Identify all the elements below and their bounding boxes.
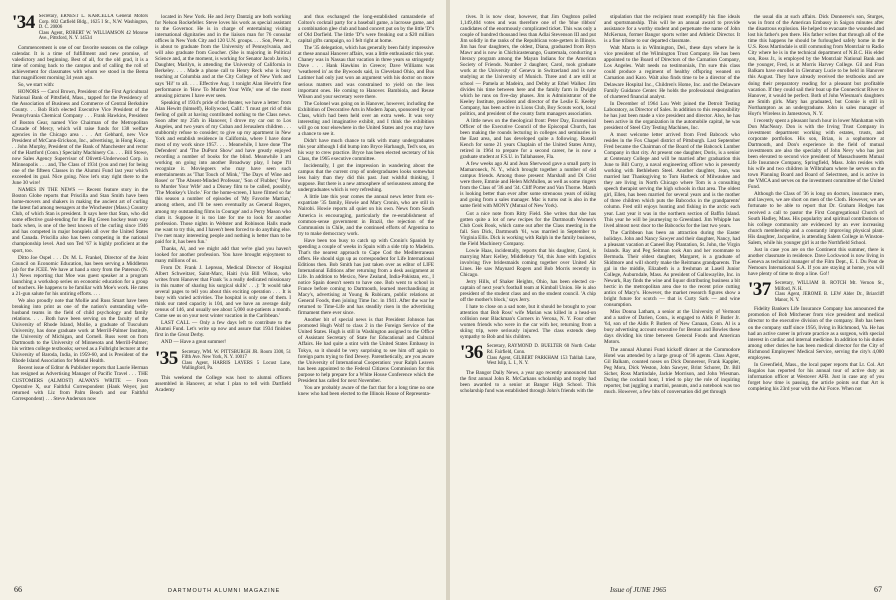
paragraph: This weekend the College was host to alumni officers assembled in Hanover, at what I plan to tell with Dartfield Academy bbox=[155, 374, 291, 393]
paragraph: Have been too busy to catch up with Cronin's Spanish by spending a couple of weeks in Spain with a side trip to Madeira. That's the nearest approach to Cape Cod the Mediterranean offers. He should sign up as correspondent for Life International Editions then. Bob Smith has just taken over as editor of LIFE International Editions after returning from a desk assignment at Life. In addition to Mexico, New Zealand, India-Pakistan, etc., I notice Spain doesn't seem to have one. Bob went to school in France before coming to Dartmouth, learned merchandising at Macy's, advertising at Young & Rubicam, public relations at General Foods, then joining Time Inc. in 1941. After the war he returned to Time-Life and has steadily risen in the advertising firmament there ever since. bbox=[298, 237, 434, 317]
left-page bbox=[0, 0, 446, 600]
right-column-3 bbox=[748, 14, 884, 574]
paragraph: Incidentally, I got the impression in wandering about the campus that the current crop of undergraduates looks somewhat less hairy than they did this past. Just wishful thinking, I suppose. But there is a new atmosphere of seriousness among the undergraduates which is very refreshing. bbox=[298, 163, 434, 194]
paragraph: tives. It is now clear, however, that Jim Oughton polled 1,149,404 votes and was therefore one of the 'blue ribbon' candidates of the enormously complicated ticket. This was only a couple of hundred thousand less than Adlai Stevenson III and put Jim solidly in the ranks of the Republican vote-getters in Illinois. Jim has four daughters, the oldest, Diana, graduated from Bryn Mawr and is now in Chichicastenango, Guatemala, conducting a literacy program among the Mayan Indians for the American Society of Friends. Number 2 daughter, Carol, took graduate work at the University of Geneva in Switzerland and is now studying at the University of Munich. Three and 4 are still at school — Pamela at Madeira, and Debby at Ethel Walker. Jim divides his time between here and the family farm in Dwight which he runs on five-day phases. Jim is Administrator of the Keeley Institute, president and director of the Leslie E. Keeley Company, has been active in Lions Club, Boy Scouts work, local politics, and president of the county farm managers association. bbox=[460, 14, 596, 117]
class-year: '37 bbox=[748, 279, 771, 301]
class-agent: Class Agent, ROBERT W. WILLIAMSON 42 Monroe Ave., Pittsford, N. Y. 14534 bbox=[38, 30, 148, 42]
class-year: '36 bbox=[460, 342, 483, 364]
paragraph: A most welcome letter arrived from Fred Babcock who resides in the Fox Chapel district of Pittsburgh. Last September Fred became the Chairman of the Board of the Babcock Lumber Company in that city. At present one daughter, Doris, is a senior at Centenary College and will be married after graduation this June to Bill Curry, a naval engineering officer who is presently working with Bethlehem Steel. Another daughter, Jean, was married last Thanksgiving to Tom Harbeck of Milwaukee and they are living in North Chicago where Tom is a consulting speech therapist serving the high schools in that area. The oldest girl, Ellen, has been married for several years and is the mother of three children which puts the Babcocks in the grandparents' column. Fred still enjoys hunting and fishing in the arctic each year. Last year it was in the northern section of Baffin Island. This year he will be journeying to Greenland. Jim Whipple has lived almost next door to the Babcocks for the last two years. bbox=[604, 131, 740, 229]
paragraph: Ditto Joe Ospel . . . Dr. M. L. Frankel, Director of the Joint Council on Economic Education, has been serving a Middleton job for the JCEE. We have at hand a story from the Paterson (N. J.) News reporting that Moe was guest speaker at a program launching a workshop series on economic education for a group of teachers. He happens to be familiar with Moe's work. He rates a 21-gun salute for his untiring efforts. . . . bbox=[12, 254, 148, 297]
paragraph: Got a nice note from Ritty Field. She writes that she has gotten quite a lot of new recipes for the Dartmouth Women's Club Cook Book, which came out after the Class meeting in the fall. Son Dick, Dartmouth '61, was married in September to Virginia Ellis. Dick is working with Ralph in the family business, the Field Machinery Company. bbox=[460, 210, 596, 247]
left-column-2 bbox=[155, 14, 291, 574]
class-agent: Class Agent, GILBERT PARKHAM 153 Tahllah Lane, West Islip, L. I., N. Y. bbox=[486, 355, 596, 367]
paragraph: Lowie Haas, incidentally, reports that his daughter, Carol, is marrying Marc Kelley, Middlebury '64, this June with logistics involving five bridesmaids coming together over United Air Lines. He saw Maynard Rogers and Bob Morris recently in Chicago. bbox=[460, 247, 596, 278]
paragraph: NAMES IN THE NEWS — Recent feature story in the Boston Globe reports that Priscilla and Stan Smith have been home-movers and shakers in making the ancient art of curling the latest fad among teenagers at the Winchester (Mass.) Country Club, of which Stan is president. It says here that Stan, who did some effective goal-tending for the Big Green hockey team way back when, is one of the best known of the curling since 1946 and has competed in major bonspiels all over the United States and Canada. Priscilla also has been competing in the national championship level. And son Ted '67 is highly proficient at the sport, too. bbox=[12, 187, 148, 254]
paragraph: Walt Marra is in Wilmington, Del., these days where he is vice president of the Wilmington Trust Company. He has been appointed to the Board of Directors of the Carnation Company, Los Angeles. Walt needs no testimonials, I'm sure this class could produce a regiment of healthy offspring weaned on Carnation and Karo. Walt also finds time to be a director of the Delaware Hospital Inc., Children's Home, Inc. and the Delaware Family Guidance Center. He holds the professional designation of chartered financial analyst. bbox=[604, 45, 740, 100]
right-column-1 bbox=[460, 14, 596, 574]
paragraph: LAST CALL — Only a few days left to contribute to the Alumni Fund. Let's write up now and assure that 1934 finishes first in the Great Derby. bbox=[155, 320, 291, 339]
paragraph: and thus exchanged the long-established camaraderie of Colton's cocktail party for a baseball game, a lacrosse game, and a combination glee club and band concert put on by the little 'D''s of Old Dorfield. The little 'D''s were freaking out a $20 million capital gifts campaign, so I felt right at home. bbox=[298, 14, 434, 45]
paragraph: The '35 delegation, which has generally been fairly impressive at these annual Hanover affairs, was a little enthusiastic this year. Chaney was in Nassau that vacation in three years so stringently Dave . . . Hank Hawkins in Greece; Dave Williams was 'weathered in' as the Bywoods said, in Cleveland Ohio, and Bus Latimer had only just won an argument with his doctor on more serious matters and was constrained to yield on the less important ones. He coming to Hanover. Bambiola, and Reuse Wilson and your secretary were there. bbox=[298, 45, 434, 100]
paragraph: Another bit of special news is that President Johnson has promoted Hugh Wolf to class 2 in the Foreign Service of the United States. Hugh is still in Washington assigned to the Office of Assistant Secretary of State for Educational and Cultural Affairs. He had quite a stint with the United States Embassy in Tokyo, so it should be very surprising to see him off again to foreign parts trying to find Dewey. Parenthetically, are you aware the University of International Cooperation: your Ralph Leaven has been appointed to the Federal Citizens Commission for this purpose to help prepare for a White House Conference which the President has called for next November. bbox=[298, 317, 434, 384]
right-column-2 bbox=[604, 14, 740, 574]
class-secretary: Secretary, RAYMOND D. BUELTER 60 North Cedar Rd. Fairfield, Conn. bbox=[486, 344, 596, 356]
paragraph: In December of 1964 Lou Welt joined the Detroit Testing Laboratory, as Director of Sales. In addition to this responsibility he has just been made a vice president and director. Also, he has been active in the organization in the automobile capital, he was president of Steel City Testing Machines, Inc. bbox=[604, 100, 740, 131]
paragraph: A few weeks ago Al and Jean Sherwood gave a small party in Mamaroneck, N. Y., which brought together a number of old campus friends. Among those present: Marshall and Di Crist were there, Emmie and Helen McMullen, as well as some ringers from the Class of '36 and '34. Cliff Porter and Van Thorne. Marsh is looking better than ever after some strenuous years of skiing and going from a sales manager. Mac is turns out is also in the same field with MONY (Mutual of New York). bbox=[460, 161, 596, 210]
paragraph: From Dr. Frank J. Lepreau, Medical Director of Hospital Albert Schweitzer, Saint-Marc, Haiti (via Bill Wilson, who writes from Hanover that Frank 'is a really dedicated missionary in this matter of sharing his surgical skills' . . .): 'It would take several pages to tell you about this exciting operation . . . It is busy with varied activities. The hospital is only one of them. I think our rated capacity is 104, and we have an average daily census of 146, and usually see about 5,000 out-patients a month. Come see us on your next winter vacation in the Caribbean.' bbox=[155, 264, 291, 320]
paragraph: So, we start with: bbox=[18, 82, 55, 89]
paragraph: AND — Have a great summer! bbox=[161, 339, 226, 346]
right-page bbox=[450, 0, 896, 600]
paragraph: located in New York. He and Jerry Dantzig are both working for Nelson Rockefeller. Steve loves his work as special assistant to the Governor. He is in charge of entertaining visiting international dignitaries and in the liaison man for 76 consular offices in New York City and 120 U.N. groups. . . . Son, Peter Jr., is about to graduate from the University of Pennsylvania, and will also graduate from Goucher. (She is majoring in Political Science and, at the moment, is working for Senator Jacob Javits.) Daughter, Marilyn, is attending the University of California in Berkeley. . . . Made a phone call to Henry Reck who is busy teaching at Columbia and at the City College of New York and says 'Hi!' to all. . . . Effective Aug. 1 tonight Alan Hewitt's fine performance in 'How To Murder Your Wife,' one of the most amusing pictures I have ever seen. bbox=[155, 14, 291, 99]
paragraph: A little late this year comes the annual news letter from ex-expatriate '35 family, Howie and Mary Cronin, who are still in Nairobi. Howie reports all quiet on his own. News from South America is encouraging, particularly the re-establishment of common-sense government in Brazil, the rejection of the Communists in Chile, and the continued efforts of Argentina to try to make democracy work. bbox=[298, 194, 434, 237]
paragraph: Jerry Hills, of Shaker Heights, Ohio, has been elected co-captain of next year's football team at Kimball Union. He is also president of the student class and on the student council. 'A chip off the mother's block,' says Jerry. bbox=[460, 279, 596, 304]
class-header-1934 bbox=[12, 14, 148, 42]
paragraph: The Colonel was going on in Hanover, however, including the Exhibition of Decorative Arts in Modern Japan, sponsored by our Class, which had been held over an extra week. It was very interesting and imaginative exhibit, and I think the exhibition will go on tour elsewhere in the United States and you may have a chance to see it. bbox=[298, 100, 434, 137]
paragraph: the usual din at such affairs. Dick Donnereo's son, Sturges, was in front of the American Embassy in Saigon minutes after the disastrous explosion. He helped to evacuate the wounded and lost his father's pen there. His father writes that through all of the time this happens he should be furloughed safely home in the U.S. Ross Martindale is still commuting from Montclair to Radio City where he is in the technical department of N.B.C. His elder son, Ross Jr., is employed by the Montclair National Bank and the younger, Fred, is at Morris Harvey College. Gil and Fran Balkam have enrolled in Glenmary Lucie to be held in Hanover this August. They have already received the textbooks and are doing their preparatory reading for a pleasant but profitable vacation. If they could sail their boat up the Connecticut River to Hanover, it would be perfect. Both of John Wiesman's daughters are Smith girls. Mary has graduated, but Connie is still in Northampton as an undergraduate. John is sales manager of Hoyt's Wireless in Jamestown, N. Y. bbox=[748, 14, 884, 117]
class-agent: Class Agent, JEROME B. LEW Alder Dr., Briarcliff Manor, N. Y. bbox=[774, 292, 884, 303]
class-secretary: Secretary, WILLIAM B. ROTCH Mt. Vernon St., Milford, N. H. bbox=[774, 281, 884, 292]
class-year: '34 bbox=[12, 14, 35, 33]
paragraph: You are probably aware of the fact that for a long time no one knew who had been elected to the Illinois House of Representa- bbox=[298, 384, 434, 397]
class-year: '35 bbox=[155, 347, 178, 369]
class-header-1935 bbox=[155, 347, 291, 372]
paragraph: Commencement is one of our favorite seasons on the college calendar. It is a time of fulfillment and new promise, of valedictory and beginning. Best of all, for the old grad, it is a time of coming back to the campus and of calling the roll of achievement for classmates with whom we stood in the Bema that magnificent morning 34 years ago. bbox=[12, 44, 148, 82]
left-column-3 bbox=[298, 14, 434, 574]
paragraph: Although the Class of '36 is long on doctors, insurance men, and lawyers, we are short on men of the Cloth. However, we are fortunate to be able to report that Dr. Graham Hodges has received a call to pastor the First Congregational Church of South Hadley, Mass. His popularity and spiritual contributions to his college community are evidenced by an ever increasing church membership and a constantly improving physical plant. His daughter, Jacqueline, is attending Salem College in Winston-Salem, while his younger girl is at the Northfield School. bbox=[748, 191, 884, 246]
paragraph: We also proudly note that Mollie and Russ Smart have been breaking into print as one of the nation's outstanding wife-husband teams in the field of child psychology and family relations. . . . Both have been serving on the faculty of the University of Rhode Island, Mollie, a graduate of Tusculum University, has done graduate work at Merrill-Palmer Institute, the University of Michigan, and Cornell. Russ went on from Dartmouth to the University of Minnesota and Merrill-Palmer; his written college textbooks; served as a Fulbright lecturer at the University of Baroda, India, in 1959-60, and is President of the Rhode Island Association for Mental Health. bbox=[12, 297, 148, 365]
paragraph: The Bangor Daily News, a year ago recently announced that the first annual John R. McCarkans scholarship and trophy had been awarded to a senior at Bangor High School. This scholarship fund was established through John's friends with the bbox=[460, 369, 596, 394]
paragraph: Miss Donna Latham, a senior at the University of Vermont and a native of Darien, Conn., is engaged to Aldis P. Butler Jr. '64, son of the Aldis P. Butlers of New Canaan, Conn. Al is a busy advertising account executive for Benton and Bowles these days dividing his time between General Foods and American Motors. bbox=[604, 309, 740, 346]
paragraph: stipulation that the recipient must exemplify his fine ideals and sportsmanship. This will be an annual award to provide assistance for a worthy student and perpetuate the name of John McKernan, former Bangor sports writer and Athletic Director. It is a fine tribute to our departed classmate. bbox=[604, 14, 740, 45]
page-number: 66 bbox=[14, 585, 22, 594]
paragraph: Just in case you are on the Continent this summer, there is another classmate in residence. Dave Lockwood is now living in Geneva as technical manager of the Film Dept., E. I. Du Pont de Nemours International S.A. If you are staying at home, you will have plenty of time to drop a line. Go!! bbox=[748, 246, 884, 277]
paragraph: Thanks, Al, and we might add that we're glad you haven't looked for another profession. You have brought enjoyment to many millions of us. bbox=[155, 245, 291, 264]
paragraph: I recently spent a pleasant lunch hour in lower Manhattan with Don MacNeary. Don is with the Irving Trust Company in investment department working with estates, trusts, and corporate portfolios. His son, Brian, is a sophomore at Dartmouth, and Don's experience in the field of mutual investments are also the specialty of John Nevy who has just been elevated to second vice president of Massachusetts Mutual Life Insurance Company, Springfield, Mass. John resides with his wife and two children in Wilbraham where he serves on the town Planning Board and Board of Selectmen, and is active in the YMCA and serves on the investment committee of the United Fund. bbox=[748, 117, 884, 191]
class-secretary: Secretary, WM. W. PITTSBURGH JR. Room 3300, 51 Fifth Ave. New York, N. Y. 10017 bbox=[181, 349, 291, 361]
paragraph: In Greenfield, Mass., the local paper reports that Lt. Col. Art Rogalos has reported for his annual tour of active duty as information officer at Westover AFB. Just in case any of you forget how time is passing, the article points out that Art is completing his 23rd year with the Air Force. When not bbox=[748, 361, 884, 392]
issue-date: Issue of JUNE 1965 bbox=[610, 586, 667, 594]
paragraph: Didn't have much chance to talk with many undergraduates this year although I did bump into Bryce Harbaugh, Ted's son, on his way to crew practice. Bryce has been elected secretary of his Class, the 1965 executive committee. bbox=[298, 137, 434, 163]
paragraph: HONORS — Carol Brown, President of the First Agricultural National Bank of Pittsfield, Mass., tapped for the Presidency of the Association of Business and Commerce of Central Berkshire County. . . Bob Rich elected Executive Vice President of the Pennsylvania Chemical Company . . . Frank Hawkins, President of Boston Gear, named Vice Chairman of the Metropolitan Crusade of Mercy, which will raise funds for 138 welfare agencies in the Chicago area . . . Art Gebhard, new Vice President of McCann-Erickson, Inc., advertising, in Hong Kong . . . John Murphy, President of the Bank of Manchester and rector of the Hartford (Conn.) Specialty Machinery Co. . . . Bill Stowe, now Sales Agency Supervisor of Olivetti-Underwood Corp. in Minneapolis . . . and, The Class of 1934 (you and me) for being one of the fifteen Classes in the Alumni Fund last year which exceeded its goal. Nice going. Now let's stay right there to the June 30 wire! bbox=[12, 89, 148, 186]
left-column-1 bbox=[12, 14, 148, 574]
class-agent: Class Agent, HARRIS LAYERS 5 Locust Lane, Wallingford, Pa. bbox=[181, 360, 291, 372]
paragraph: A little news on the theological front: Peter Day, Ecumenical Officer of the Executive Council of the Episcopal Church, has been making the rounds lecturing in colleges and seminaries in the East area, and has developed quite a following. Russell Kench for some 21 years Chaplain of the United States Army, retired in 1964 to prepare for a second career, he is now a graduate student at F.S.U. in Tallahassee, Fla. bbox=[460, 117, 596, 161]
magazine-title: DARTMOUTH ALUMNI MAGAZINE bbox=[168, 588, 281, 594]
paragraph: I hate to close on a sad note, but it should be brought to your attention that Bob Ross' wife Marian was killed in a head-on collision near Blackman's Corners in Verona, N. Y. Four other women friends who were in the car with her, returning from a skiing trip, were seriously injured. The class extends deep sympathy to Bob and his children. bbox=[460, 304, 596, 341]
class-secretary: Secretary, ERNEST L. KARCELLA General Motors Corp. 802 Catfield Bldg., 1625 I St., N.W. Washington, D. C. 20006 bbox=[38, 14, 148, 31]
class-header-1936 bbox=[460, 344, 596, 366]
paragraph: Fidelity Bankers Life Insurance Company has announced the promotion of Bob Mitchener from vice president and medical director to the executive division of the company. Bob has been on the company staff since 1956, living in Richmond, Va. He has had an active career in private practice as a surgeon, with special interest in cardiac and internal medicine. In addition to his duties among other duties he has been medical director for the City of Richmond Employees' Medical Service, serving the city's 4,000 employees. bbox=[748, 306, 884, 361]
paragraph: Speaking of 1934's pride of the theater, we have a letter: from Alan Hewitt (himself), Hollywood, Calif.: 'I must get rid of this feeling of guilt at having contributed nothing to the Class news. Soon after my 25th in Hanover, I drove my car out to Los Angeles, and two years of my Cuban and Jerusalem children . . . stubbornly refuse to consider; to give up my apartment in New York and establish residence in California, where I have done most of my work since 1957. . . . Meanwhile, I have done 'The Defenders' and 'The DuPont Show' and have greatly enjoyed recording a number of books for the blind. Meanwhile I am working on going into another Broadway play, I hope I'll recognize it. Moviegoers who may have seen such entertainments as 'That Touch of Mink,' 'The Days of Wine and Roses' or 'The Absent-Minded Professor,' 'Son of Flubber,' 'How to Murder Your Wife' and a Disney film to be called, possibly, 'The Monkey's Uncle.' For the home-screen, I have filmed so far this season a number of episodes of 'My Favorite Martian,' among others, and I'll be seen eventually as General Rogers, among my outstanding films in Courage' and a Perry Mason who clam it. Suppose it is too late for me to look for another profession. Those nights in Webster and Robinson Halls made me want to try this, and I haven't been forced to do anything else. I've met many interesting people and nothing is better than to be paid for it, has been fun.' bbox=[155, 99, 291, 245]
paragraph: The Caribbean has been an attraction during the Easter holidays. John and Nancy Sawyer and their daughter, Nancy, had a pleasant vacation at Caneel Bay Plantation, St. John, the Virgin Islands. Ray and Peg Seitman took Ann and her roommate to Bermuda. Their oldest daughter, Margaret, is a graduate of Skidmore and will shortly make the Reitmans grandparents. The gal in the middle, Elizabeth is a freshman at Lasell Junior College, Auburndale, Mass. As president of Gallowaylite, Inc. in Newark, Ray finds the wine and liquor distributing business a bit hectic in the metropolitan area due to the recent price cutting antics of Macy's. However, the market research figures show a bright future for scotch — that is Curty Sark — and wine consumption. bbox=[604, 229, 740, 309]
paragraph: Recent issue of Editor & Publisher reports that Laurie Herman has resigned as Advertising Manager of Pacific Travel . . . THE CUSTOMERS (ALMOST) ALWAYS WRITE — From Operative X, our Faithful Correspondent (Hank Weyer, just returned with Liz from Palm Beach and our Faithful Correspondent) . . . Steve Anderson now bbox=[12, 365, 148, 402]
paragraph: The annual Alumni Fund kickoff dinner at the Commodore Hotel was attended by a large group of '36 agents. Class Agent, Gil Balkam, counted noses on Dick Donnereor, Frank Kappler, Peg Mora, Dick Weston, John Sawyer, Brint Schorer, Dr. Bill Sicher, Ross Martindale, Jackie Morrison, and John Wiesman. During the cocktail hour, I tried to play the role of inquiring reporter, but juggling a martini, peanuts, and a notebook was too much. However, a few bits of conversation did get through bbox=[604, 346, 740, 395]
page-number: 67 bbox=[874, 585, 882, 594]
class-header-1937 bbox=[748, 281, 884, 303]
